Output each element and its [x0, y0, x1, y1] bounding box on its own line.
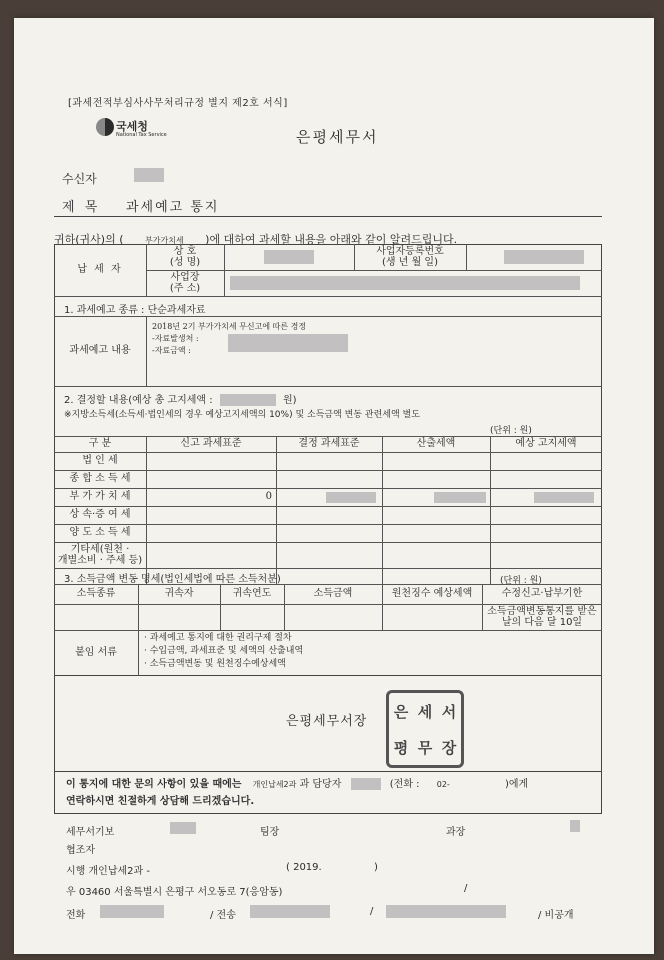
redacted-total: [220, 394, 276, 406]
team-lead-label: 팀장: [260, 827, 280, 838]
s2-header-decided-base: 결정 과세표준: [298, 438, 360, 450]
subject-label: 제 목: [62, 200, 101, 215]
attachment-item: · 수입금액, 과세표준 및 세액의 산출내역: [144, 646, 304, 656]
s3-header-deadline: 수정신고·납부기한: [501, 588, 583, 600]
section1-line1: 2018년 2기 부가가치세 무신고에 따른 경정: [152, 322, 307, 331]
address-label: 사업장 (주 소): [169, 271, 201, 294]
s3-header-type: 소득종류: [76, 588, 116, 600]
s2-header-reported-base: 신고 과세표준: [180, 438, 242, 450]
section1-line3: -자료금액 :: [152, 346, 191, 355]
section2-title-pre: 2. 결정할 내용(예상 총 고지세액 :: [64, 395, 213, 406]
section1-title: 1. 과세예고 종류 : 단순과세자료: [64, 305, 206, 316]
cooperator-label: 협조자: [66, 845, 95, 856]
contact-line1: 이 통지에 대한 문의 사항이 있을 때에는 개인납세2과 과 담당자 (전화 : 02- )에게: [66, 779, 529, 790]
redacted-fax: [250, 905, 330, 918]
s2-row-inheritance: 상 속·증 여 세: [69, 509, 131, 521]
attachment-item: · 과세예고 통지에 대한 권리구제 절차: [144, 633, 292, 643]
redacted-expected-tax: [534, 492, 594, 503]
s2-header-expected-tax: 예상 고지세액: [515, 438, 577, 450]
section2-unit: (단위 : 원): [490, 426, 532, 436]
s3-header-recipient: 귀속자: [164, 588, 194, 600]
s3-header-amount: 소득금액: [313, 588, 353, 600]
logo-sub: National Tax Service: [116, 132, 167, 138]
attachment-item: · 소득금액변동 및 원천징수예상세액: [144, 659, 286, 669]
taxpayer-label: 납 세 자: [77, 264, 123, 276]
subject-value: 과세예고 통지: [126, 200, 220, 215]
redacted-bizno: [504, 250, 584, 264]
vat-reported-base: 0: [265, 491, 272, 503]
s2-header-category: 구 분: [88, 438, 112, 450]
s2-row-vat: 부 가 가 치 세: [69, 491, 131, 503]
redacted-name: [264, 250, 314, 264]
contact-dept: 개인납세2과: [252, 780, 297, 789]
tax-notice-document: [14, 18, 654, 954]
email-slash: /: [370, 906, 374, 917]
enforce-date: ( 2019.: [286, 862, 322, 873]
enforce-label: 시행 개인납세2과 -: [66, 866, 150, 877]
s2-row-corporate: 법 인 세: [82, 455, 118, 467]
section2-title-post: 원): [283, 395, 297, 406]
drafter-label: 세무서기보: [66, 827, 115, 838]
section1-row-label: 과세예고 내용: [69, 345, 131, 357]
s3-header-year: 귀속연도: [232, 588, 272, 600]
signature-title: 은평세무서장: [286, 714, 368, 729]
nts-logo-icon: [96, 118, 114, 136]
form-reference: [과세전적부심사사무처리규정 별지 제2호 서식]: [68, 98, 288, 109]
private-label: / 비공개: [538, 910, 574, 921]
section-chief-label: 과장: [446, 827, 466, 838]
redacted-computed-tax: [434, 492, 486, 503]
redacted-source: [228, 334, 348, 352]
section1-line2: -자료발생처 :: [152, 334, 199, 343]
recipient-label: 수신자: [62, 172, 97, 186]
s3-header-withholding: 원천징수 예상세액: [391, 588, 473, 600]
section3-unit: (단위 : 원): [500, 576, 542, 586]
intro-pre: 귀하(귀사)의 (: [54, 233, 124, 246]
section2-note: ※지방소득세(소득세·법인세의 경우 예상고지세액의 10%) 및 소득금액 변동 관련세액 별도: [64, 410, 420, 420]
redacted-drafter: [170, 822, 196, 834]
intro-post: )에 대하여 과세할 내용을 아래와 같이 알려드립니다.: [205, 233, 458, 246]
intro-tax: 부가가치세: [145, 236, 184, 245]
office-title: 은평세무서: [296, 128, 379, 146]
s3-deadline-value: 소득금액변동통지를 받은 날의 다음 달 10일: [487, 605, 597, 628]
section2-title: [64, 391, 297, 406]
contact-line2: 연락하시면 친절하게 상담해 드리겠습니다.: [66, 796, 255, 807]
s2-row-transfer: 양 도 소 득 세: [69, 527, 131, 539]
s2-row-income: 종 합 소 득 세: [69, 473, 131, 485]
redacted-chief: [570, 820, 580, 832]
phone-label: 전화: [66, 910, 86, 921]
s2-header-computed-tax: 산출세액: [416, 438, 456, 450]
enforce-close: ): [374, 862, 378, 873]
redacted-phone: [100, 905, 164, 918]
redacted-email: [386, 905, 506, 918]
official-seal-stamp: 은 세 서 평 무 장: [386, 690, 464, 768]
bizno-label: 사업자등록번호 (생 년 월 일): [376, 245, 444, 268]
attachments-label: 붙임 서류: [75, 647, 117, 659]
office-address: 우 03460 서울특별시 은평구 서오동로 7(응암동): [66, 887, 283, 898]
fax-label: / 전송: [210, 910, 236, 921]
s2-row-other: 기타세(원천 · 개별소비 · 주세 등): [57, 543, 143, 566]
redacted-address: [230, 276, 580, 290]
redacted-recipient: [134, 168, 164, 182]
section3-title: 3. 소득금액 변동 명세(법인세법에 따른 소득처분): [64, 574, 281, 585]
logo-name: 국세청: [116, 120, 148, 133]
name-label: 상 호 (성 명): [169, 245, 201, 268]
redacted-decided-base: [326, 492, 376, 503]
redacted-officer: [351, 778, 381, 790]
subject-divider: [54, 216, 602, 217]
address-slash: /: [464, 883, 468, 894]
attachments-list: [144, 632, 303, 671]
